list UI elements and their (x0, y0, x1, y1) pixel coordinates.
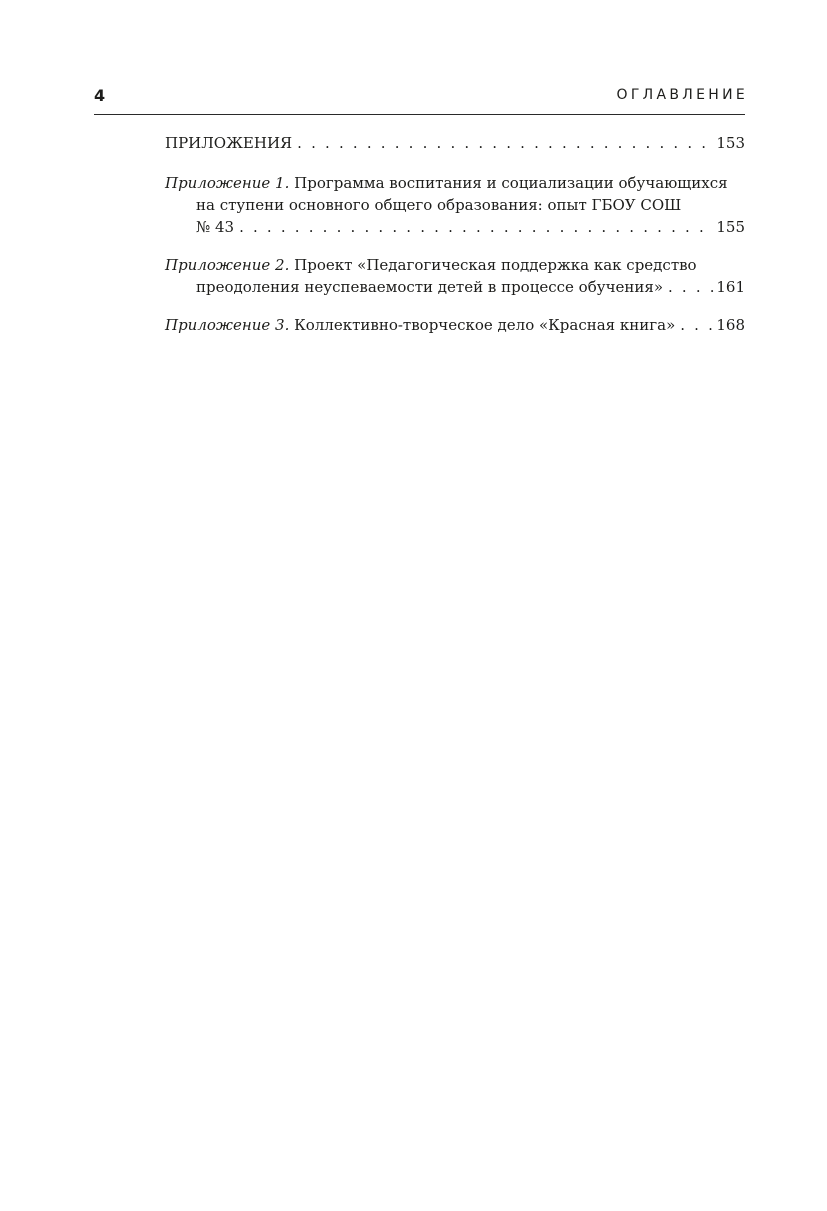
toc-entry-title: ПРИЛОЖЕНИЯ (165, 134, 293, 152)
toc-line (165, 216, 745, 238)
toc-page-number: 155 (716, 218, 745, 236)
toc-entry-label: Приложение 1. (165, 174, 290, 192)
toc-entry-text: на ступени основного общего образования: опыт ГБОУ СОШ (196, 196, 682, 214)
toc-entry-text: Коллективно-творческое дело «Красная книга» (294, 316, 676, 334)
dot-leader (668, 276, 714, 298)
toc-entry-text: Проект «Педагогическая поддержка как средство (294, 256, 697, 274)
dot-leader (239, 216, 714, 238)
page-number: 4 (94, 86, 106, 105)
toc-line (165, 194, 745, 216)
table-of-contents (165, 132, 745, 352)
dot-leader (680, 314, 714, 336)
toc-entry-text: № 43 (196, 218, 235, 236)
toc-page-number: 153 (716, 134, 745, 152)
dot-leader (297, 132, 714, 154)
toc-entry-text: Программа воспитания и социализации обучающихся (294, 174, 728, 192)
toc-entry-appendix-2[interactable] (165, 254, 745, 298)
toc-line (165, 314, 745, 336)
toc-line (165, 172, 745, 194)
toc-entry-label: Приложение 3. (165, 316, 290, 334)
toc-page-number: 161 (716, 278, 745, 296)
toc-line (165, 132, 745, 154)
toc-page-number: 168 (716, 316, 745, 334)
toc-line (165, 276, 745, 298)
page-header (94, 84, 748, 115)
toc-line (165, 254, 745, 276)
toc-entry-appendices[interactable] (165, 132, 745, 154)
toc-entry-text: преодоления неуспеваемости детей в процессе обучения» (196, 278, 663, 296)
running-title: ОГЛАВЛЕНИЕ (616, 87, 748, 103)
toc-entry-label: Приложение 2. (165, 256, 290, 274)
toc-entry-appendix-3[interactable] (165, 314, 745, 336)
toc-entry-appendix-1[interactable] (165, 172, 745, 238)
